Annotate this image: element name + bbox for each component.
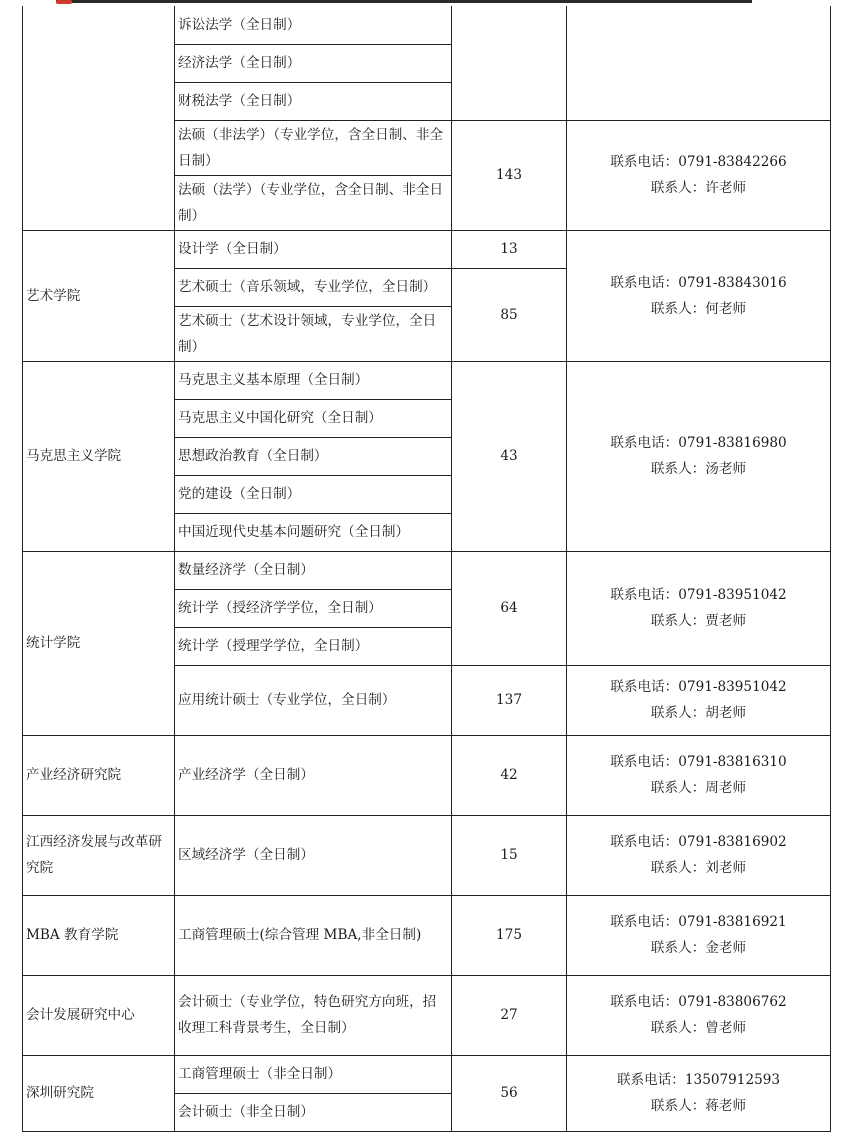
red-mark: [56, 0, 72, 4]
major-cell: 马克思主义中国化研究（全日制）: [175, 399, 452, 437]
contact-cell: [567, 120, 831, 230]
contact-cell: [567, 230, 831, 361]
contact-cell: [567, 975, 831, 1055]
contact-person: 联系人：许老师: [650, 180, 747, 196]
contact-phone: 联系电话：13507912593: [616, 1072, 781, 1088]
count-cell: 85: [452, 268, 567, 361]
contact-person: 联系人：曾老师: [650, 1020, 747, 1036]
contact-cell: [567, 1055, 831, 1131]
table-row: [23, 230, 831, 268]
major-cell: 会计硕士（专业学位，特色研究方向班，招收理工科背景考生，全日制）: [175, 975, 452, 1055]
contact-cell: [567, 895, 831, 975]
count-cell: 43: [452, 361, 567, 551]
table-row: [23, 551, 831, 589]
table-row: [23, 361, 831, 399]
count-cell: 56: [452, 1055, 567, 1131]
major-cell: 法硕（法学）（专业学位，含全日制、非全日制）: [175, 175, 452, 230]
major-cell: 财税法学（全日制）: [175, 82, 452, 120]
contact-cell: [567, 361, 831, 551]
contact-phone: 联系电话：0791-83816902: [610, 834, 787, 850]
count-cell: 27: [452, 975, 567, 1055]
table-row: [23, 735, 831, 815]
major-cell: 工商管理硕士(综合管理 MBA,非全日制): [175, 895, 452, 975]
college-cell: 艺术学院: [23, 230, 175, 361]
contact-person: 联系人：汤老师: [650, 461, 747, 477]
contact-person: 联系人：蒋老师: [650, 1098, 747, 1114]
major-cell: 经济法学（全日制）: [175, 44, 452, 82]
major-cell: 思想政治教育（全日制）: [175, 437, 452, 475]
contact-person: 联系人：何老师: [650, 300, 747, 317]
count-cell: 143: [452, 120, 567, 230]
table-row: [23, 815, 831, 895]
contact-phone: 联系电话：0791-83842266: [610, 154, 787, 170]
major-cell: 区域经济学（全日制）: [175, 815, 452, 895]
college-cell: 马克思主义学院: [23, 361, 175, 551]
contact-person: 联系人：金老师: [650, 940, 747, 956]
table-row: [23, 975, 831, 1055]
college-cell: 会计发展研究中心: [23, 975, 175, 1055]
table-row: [23, 895, 831, 975]
major-cell: 统计学（授经济学学位，全日制）: [175, 589, 452, 627]
major-cell: 艺术硕士（音乐领域，专业学位，全日制）: [175, 268, 452, 306]
table-row: [23, 1055, 831, 1093]
college-cell: 统计学院: [23, 551, 175, 735]
college-cell: MBA 教育学院: [23, 895, 175, 975]
major-cell: 法硕（非法学）（专业学位，含全日制、非全日制）: [175, 120, 452, 175]
contact-phone: 联系电话：0791-83806762: [610, 994, 787, 1010]
contact-cell: [567, 735, 831, 815]
table-row: [23, 6, 831, 44]
major-cell: 会计硕士（非全日制）: [175, 1093, 452, 1131]
major-cell: 党的建设（全日制）: [175, 475, 452, 513]
major-cell: 应用统计硕士（专业学位，全日制）: [175, 665, 452, 735]
major-cell: 马克思主义基本原理（全日制）: [175, 361, 452, 399]
contact-phone: 联系电话：0791-83816921: [610, 914, 787, 930]
college-cell: 深圳研究院: [23, 1055, 175, 1131]
count-cell: 64: [452, 551, 567, 665]
contact-phone: 联系电话：0791-83951042: [610, 679, 787, 695]
count-cell: 15: [452, 815, 567, 895]
college-cell: 江西经济发展与改革研究院: [23, 815, 175, 895]
count-cell: 175: [452, 895, 567, 975]
contact-cell: [567, 551, 831, 665]
contact-person: 联系人：周老师: [650, 780, 747, 796]
major-cell: 产业经济学（全日制）: [175, 735, 452, 815]
contact-phone: 联系电话：0791-83843016: [610, 274, 787, 291]
contact-cell: [567, 6, 831, 120]
major-cell: 诉讼法学（全日制）: [175, 6, 452, 44]
major-cell: 工商管理硕士（非全日制）: [175, 1055, 452, 1093]
top-rule: [56, 0, 752, 3]
college-cell: [23, 6, 175, 230]
admissions-table: [22, 6, 831, 1132]
contact-person: 联系人：贾老师: [650, 613, 747, 629]
contact-cell: [567, 815, 831, 895]
major-cell: 设计学（全日制）: [175, 230, 452, 268]
contact-person: 联系人：胡老师: [650, 705, 747, 721]
contact-phone: 联系电话：0791-83951042: [610, 587, 787, 603]
major-cell: 统计学（授理学学位，全日制）: [175, 627, 452, 665]
count-cell: 13: [452, 230, 567, 268]
count-cell: [452, 6, 567, 120]
major-cell: 艺术硕士（艺术设计领域，专业学位，全日制）: [175, 306, 452, 361]
major-cell: 数量经济学（全日制）: [175, 551, 452, 589]
count-cell: 42: [452, 735, 567, 815]
count-cell: 137: [452, 665, 567, 735]
contact-phone: 联系电话：0791-83816310: [610, 754, 787, 770]
contact-person: 联系人：刘老师: [650, 860, 747, 876]
college-cell: 产业经济研究院: [23, 735, 175, 815]
major-cell: 中国近现代史基本问题研究（全日制）: [175, 513, 452, 551]
contact-phone: 联系电话：0791-83816980: [610, 435, 787, 451]
contact-cell: [567, 665, 831, 735]
admissions-table-wrapper: [22, 6, 830, 1132]
